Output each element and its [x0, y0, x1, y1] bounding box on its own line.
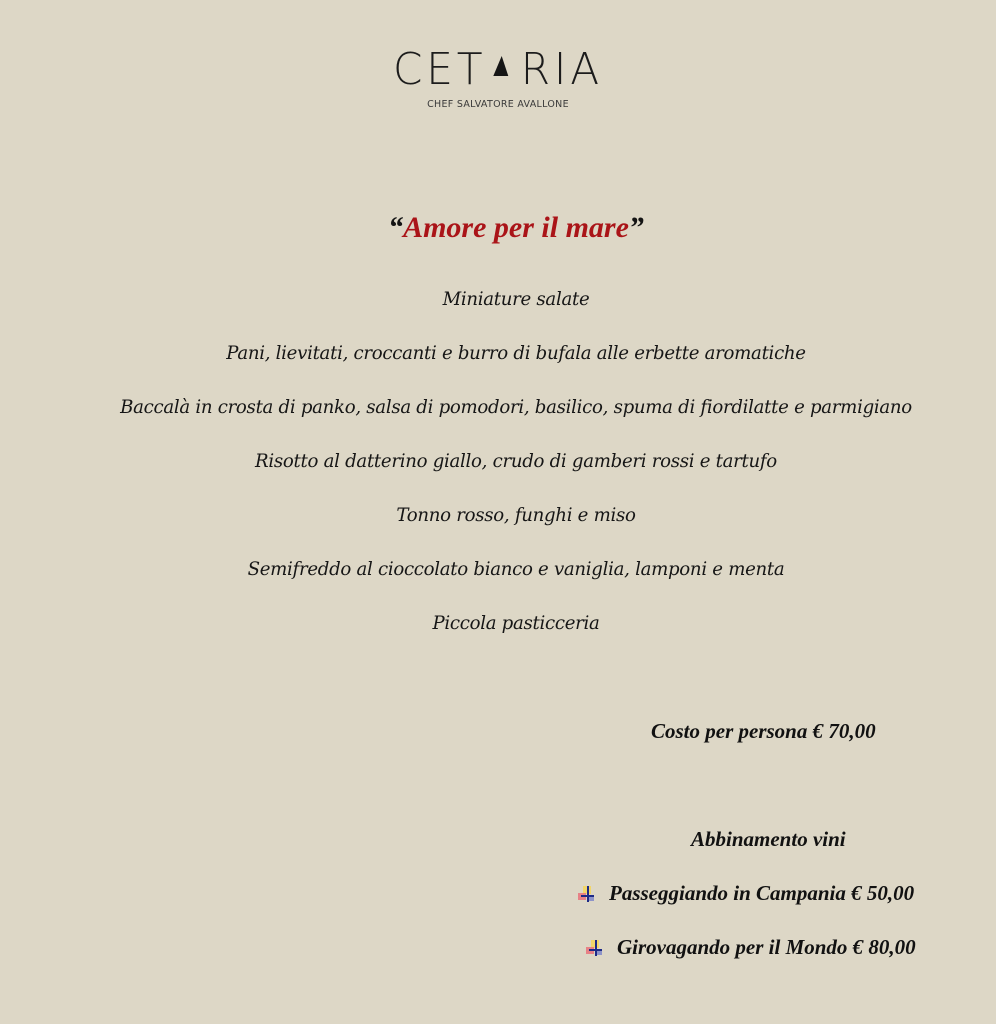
logo-text-left: CET: [392, 44, 487, 95]
logo-subtitle: CHEF SALVATORE AVALLONE: [427, 99, 569, 110]
wine-pairing-heading: Abbinamento vini: [691, 827, 846, 851]
close-quote: ”: [628, 211, 644, 244]
logo-triangle-icon: [494, 56, 510, 76]
logo-text-right: RIA: [521, 44, 604, 95]
wine-option-campania: [577, 881, 914, 906]
course-item: Risotto al datterino giallo, crudo di gamberi rossi e tartufo: [255, 451, 777, 472]
menu-title-text: Amore per il mare: [403, 211, 629, 244]
logo-wordmark: [391, 44, 605, 96]
wine-option-mondo: [585, 935, 916, 960]
course-item: Semifreddo al cioccolato bianco e vaniglia, lamponi e menta: [247, 559, 785, 580]
bullet-icon: [585, 939, 603, 957]
price-per-person: Costo per persona € 70,00: [651, 719, 876, 743]
open-quote: “: [388, 211, 404, 244]
restaurant-logo: [0, 44, 996, 96]
course-item: Tonno rosso, funghi e miso: [396, 505, 636, 526]
course-item: Baccalà in crosta di panko, salsa di pomodori, basilico, spuma di fiordilatte e parmigiano: [120, 397, 912, 418]
menu-title: [0, 211, 996, 245]
wine-option-label: Passeggiando in Campania € 50,00: [609, 881, 915, 905]
course-item: Miniature salate: [442, 289, 590, 310]
wine-option-label: Girovagando per il Mondo € 80,00: [617, 935, 916, 959]
bullet-icon: [577, 885, 595, 903]
course-item: Pani, lievitati, croccanti e burro di bufala alle erbette aromatiche: [226, 343, 806, 364]
course-item: Piccola pasticceria: [432, 613, 600, 634]
